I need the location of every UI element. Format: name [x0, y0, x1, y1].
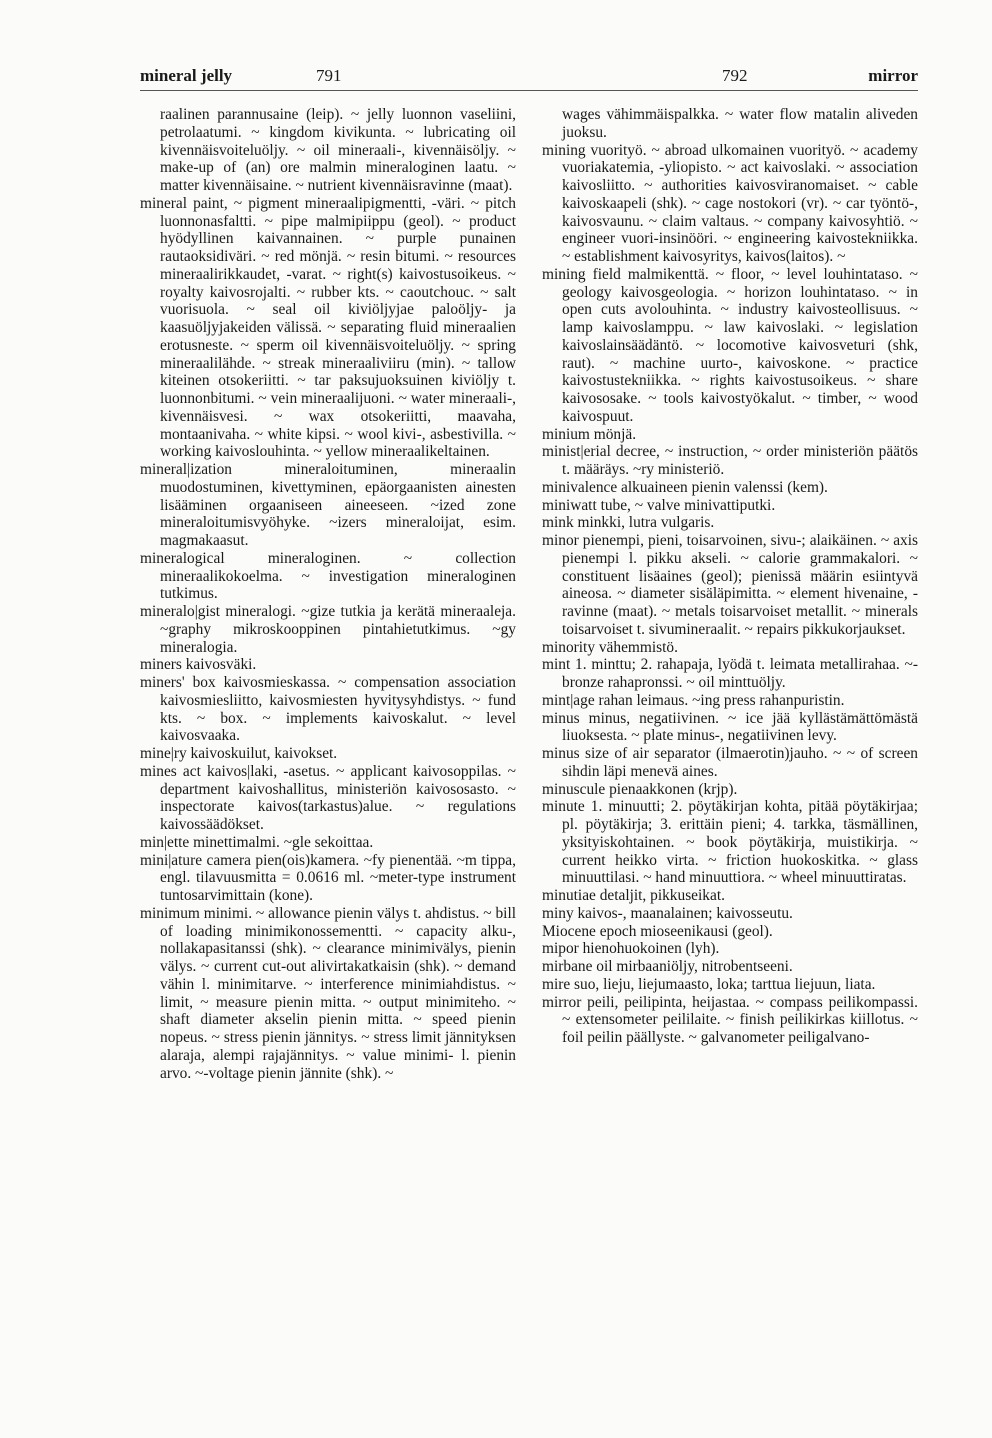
running-head: [140, 66, 918, 88]
dictionary-entry: mineral paint, ~ pigment mineraalipigmentti, -väri. ~ pitch luonnonasfaltti. ~ pipe malmipiippu (geol). ~ product hyödyllinen kaivannainen. ~ purple punainen rautaoksidiväri. ~ red mönjä. ~ resin bitumi. ~ resources mineraalirikkaudet, -varat. ~ right(s) kaivostusoikeus. ~ royalty kaivosrojalti. ~ rubber kts. ~ caoutchouc. ~ salt vuorisuola. ~ seal oil kiviöljyjae paloöljy- ja kaasuöljyjakeiden välissä. ~ separating fluid mineraalien erotusneste. ~ sperm oil kivennäisvoiteluöljy. ~ spring mineraalilähde. ~ streak mineraaliviiru (min). ~ tallow kiteinen otsokeriitti. ~ tar paksujuoksuinen kiviöljy t. luonnonbitumi. ~ vein mineraalijuoni. ~ water mineraali-, kivennäisvesi. ~ wax otsokeriitti, maavaha, montaanivaha. ~ white kipsi. ~ wool kivi-, asbestivilla. ~ working kaivoslouhinta. ~ yellow mineraalikeltainen.: [140, 194, 516, 461]
dictionary-entry: mini|ature camera pien(ois)kamera. ~fy pienentää. ~m tippa, engl. tilavuusmitta = 0.0616 ml. ~meter-type instrument tuntosarvimittain (kone).: [140, 851, 516, 904]
dictionary-entry: minist|erial decree, ~ instruction, ~ order ministeriön päätös t. määräys. ~ry ministeriö.: [542, 443, 918, 478]
dictionary-entry: mire suo, lieju, liejumaasto, loka; tarttua liejuun, liata.: [542, 975, 876, 993]
dictionary-entry: mineralogical mineraloginen. ~ collection mineraalikokoelma. ~ investigation mineraloginen tutkimus.: [140, 549, 516, 603]
dictionary-entry: miners kaivosväki.: [140, 656, 257, 674]
dictionary-entry: mirror peili, peilipinta, heijastaa. ~ compass peilikompassi. ~ extensometer peililaite. ~ finish peilikirkas kiillotus. ~ foil peilin päällyste. ~ galvanometer peiligalvano-: [542, 993, 918, 1046]
right-guide-word: mirror: [868, 66, 918, 85]
dictionary-entry: minus size of air separator (ilmaerotin)jauho. ~ ~ of screen sihdin läpi menevä aines.: [542, 745, 918, 780]
left-column: [140, 106, 516, 1416]
dictionary-entry: mining field malmikenttä. ~ floor, ~ level louhintataso. ~ geology kaivosgeologia. ~ horizon louhintataso. ~ in open cuts avolouhinta. ~ industry kaivosteollisuus. ~ lamp kaivoslamppu. ~ law kaivoslaki. ~ legislation kaivoslainsäädäntö. ~ locomotive kaivosveturi (shk, raut). ~ machine uurto-, kaivoskone. ~ practice kaivostustekniikka. ~ rights kaivostusoikeus. ~ share kaivososake. ~ tools kaivostyökalut. ~ timber, ~ wood kaivospuut.: [542, 265, 918, 425]
dictionary-entry: mink minkki, lutra vulgaris.: [542, 514, 715, 532]
dictionary-entry: mine|ry kaivoskuilut, kaivokset.: [140, 745, 338, 762]
dictionary-entry: mipor hienohuokoinen (lyh).: [542, 940, 720, 958]
right-page-number: 792: [722, 66, 748, 85]
dictionary-entry: minimum minimi. ~ allowance pienin välys t. ahdistus. ~ bill of loading minimikonossementti. ~ capacity alku-, nollakapasitanssi (shk). ~ clearance minimivälys, pienin välys. ~ current cut-out alivirtakatkaisin (shk). ~ demand vähin l. minimitarve. ~ interference minimiahdistus. ~ limit, ~ measure pienin mitta. ~ output minimiteho. ~ shaft diameter akselin pienin mitta. ~ speed pienin nopeus. ~ stress pienin jännitys. ~ stress limit jännityksen alaraja, alempi rajajännitys. ~ value minimi- l. pienin arvo. ~-voltage pienin jännite (shk). ~: [140, 904, 516, 1082]
dictionary-entry: Miocene epoch mioseenikausi (geol).: [542, 922, 773, 940]
dictionary-entry: minute 1. minuutti; 2. pöytäkirjan kohta, pitää pöytäkirjaa; pl. pöytäkirja; 3. erittäin pieni; 4. tarkka, täsmällinen, yksityiskohtainen. ~ book pöytäkirja, muistikirja. ~ current heikko virta. ~ friction huokoskitka. ~ glass minuuttilasi. ~ hand minuuttiora. ~ wheel minuuttiratas.: [542, 798, 918, 887]
left-page-number: 791: [316, 66, 342, 85]
dictionary-entry: minor pienempi, pieni, toisarvoinen, sivu-; alaikäinen. ~ axis pienempi l. pikku akseli. ~ calorie grammakalori. ~ constituent lisäaines (geol); pienissä määrin esiintyvä aineosa. ~ diameter sisäläpimitta. ~ element hivenaine, -ravinne (maat). ~ metals toisarvoiset metallit. ~ minerals toisarvoiset t. sivumineraalit. ~ repairs pikkukorjaukset.: [542, 532, 918, 638]
dictionary-entry: mirbane oil mirbaaniöljy, nitrobentseeni.: [542, 958, 793, 975]
dictionary-entry: min|ette minettimalmi. ~gle sekoittaa.: [140, 833, 374, 851]
dictionary-entry: minium mönjä.: [542, 425, 637, 443]
dictionary-entry: mineral|ization mineraloituminen, mineraalin muodostuminen, kivettyminen, epäorgaanisten ainesten lisääminen orgaaniseen aineeseen. ~ized zone mineraloitumisvyöhyke. ~izers mineraloijat, esim. magmakaasut.: [140, 461, 516, 549]
dictionary-entry: minivalence alkuaineen pienin valenssi (kem).: [542, 478, 828, 496]
dictionary-entry: miny kaivos-, maanalainen; kaivosseutu.: [542, 904, 793, 922]
dictionary-entry: mines act kaivos|laki, -asetus. ~ applicant kaivosoppilas. ~ department kaivoshallitus, ministeriön kaivososasto. ~ inspectorate kaivos(tarkastus)alue. ~ regulations kaivossäädökset.: [140, 762, 516, 833]
right-column: [542, 106, 918, 1416]
left-guide-word: mineral jelly: [140, 66, 233, 85]
dictionary-entry: miniwatt tube, ~ valve minivattiputki.: [542, 496, 776, 514]
dictionary-entry: minutiae detaljit, pikkuseikat.: [542, 887, 725, 904]
dictionary-entry: minority vähemmistö.: [542, 638, 678, 656]
dictionary-entry: raalinen parannusaine (leip). ~ jelly luonnon vaseliini, petrolaatumi. ~ kingdom kivikunta. ~ lubricating oil kivennäisvoiteluöljy. ~ oil mineraali-, kivennäisöljy. ~ make-up of (an) ore malmin mineraloginen laatu. ~ matter kivennäisaine. ~ nutrient kivennäisravinne (maat).: [160, 106, 516, 194]
header-rule: [140, 90, 918, 91]
dictionary-entry: mint 1. minttu; 2. rahapaja, lyödä t. leimata metallirahaa. ~-bronze rahapronssi. ~ oil minttuöljy.: [542, 656, 918, 691]
dictionary-entry: wages vähimmäispalkka. ~ water flow matalin aliveden juoksu.: [562, 106, 918, 141]
dictionary-entry: mining vuorityö. ~ abroad ulkomainen vuorityö. ~ academy vuoriakatemia, -yliopisto. ~ act kaivoslaki. ~ association kaivosliitto. ~ authorities kaivosviranomaiset. ~ cable kaivoskaapeli (shk). ~ cage nostokori (vr). ~ car työntö-, kaivosvaunu. ~ claim valtaus. ~ company kaivosyhtiö. ~ engineer vuori-insinööri. ~ engineering kaivostekniikka. ~ establishment kaivosyritys, kaivos(laitos). ~: [542, 141, 918, 265]
dictionary-entry: minuscule pienaakkonen (krjp).: [542, 780, 738, 798]
dictionary-entry: miners' box kaivosmieskassa. ~ compensation association kaivosmiesliitto, kaivosmiesten hyvitysyhdistys. ~ fund kts. ~ box. ~ implements kaivoskalut. ~ level kaivosvaaka.: [140, 674, 516, 745]
dictionary-entry: mineralo|gist mineralogi. ~gize tutkia ja kerätä mineraaleja. ~graphy mikroskooppinen pintahietutkimus. ~gy mineralogia.: [140, 603, 516, 656]
dictionary-entry: mint|age rahan leimaus. ~ing press rahanpuristin.: [542, 691, 845, 709]
dictionary-entry: minus minus, negatiivinen. ~ ice jää kyllästämättömästä liuoksesta. ~ plate minus-, negatiivinen levy.: [542, 709, 918, 745]
